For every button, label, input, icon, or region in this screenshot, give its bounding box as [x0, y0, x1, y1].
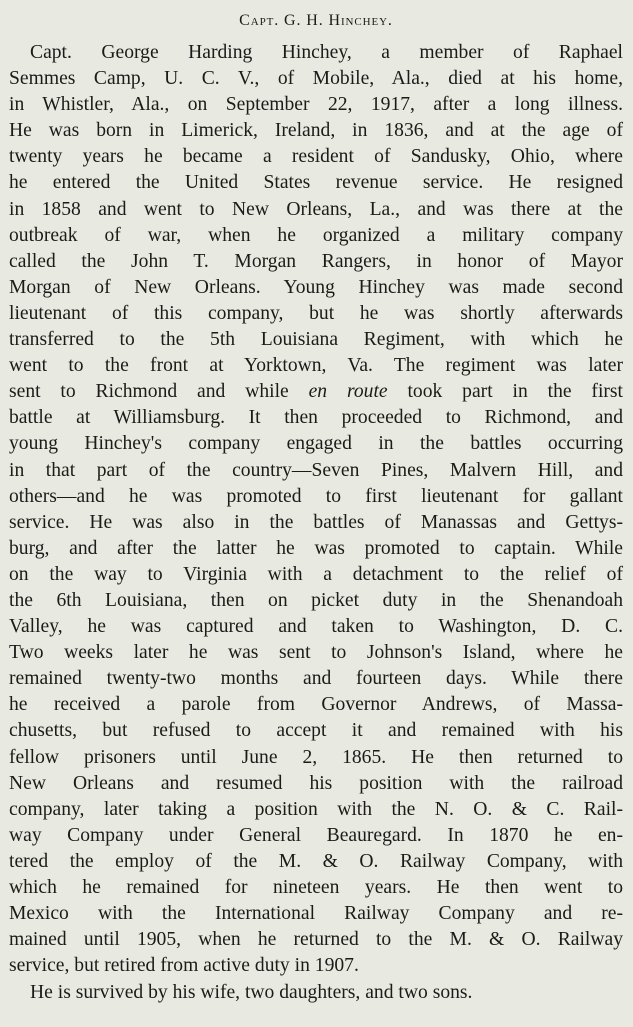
text-line: in Whistler, Ala., on September 22, 1917, after a long illness. — [9, 94, 623, 116]
text-line: tered the employ of the M. & O. Railway Company, with — [9, 850, 623, 872]
text-line: the 6th Louisiana, then on picket duty in the Shenandoah — [9, 589, 623, 611]
text-line: Semmes Camp, U. C. V., of Mobile, Ala., died at his home, — [9, 68, 623, 90]
text-line: He was born in Limerick, Ireland, in 1836, and at the age of — [9, 120, 623, 142]
text-line: called the John T. Morgan Rangers, in honor of Mayor — [9, 250, 623, 272]
text-segment: sent to Richmond and while — [9, 381, 289, 403]
text-line: New Orleans and resumed his position with the railroad — [9, 772, 623, 794]
text-line: Two weeks later he was sent to Johnson's Island, where he — [9, 642, 623, 664]
closing-paragraph: He is survived by his wife, two daughters, and two sons. — [30, 982, 473, 1004]
text-line: battle at Williamsburg. It then proceeded to Richmond, and — [9, 407, 623, 429]
text-line: on the way to Virginia with a detachment to the relief of — [9, 563, 623, 585]
text-line: he entered the United States revenue service. He resigned — [9, 172, 623, 194]
text-line: Capt. George Harding Hinchey, a member of Raphael — [30, 42, 623, 63]
text-line: way Company under General Beauregard. In 1870 he en- — [9, 824, 623, 846]
text-line: Mexico with the International Railway Company and re- — [9, 903, 623, 925]
text-line: mained until 1905, when he returned to the M. & O. Railway — [9, 929, 623, 951]
text-line: others—and he was promoted to first lieutenant for gallant — [9, 485, 623, 507]
text-line: outbreak of war, when he organized a military company — [9, 224, 623, 246]
text-line: young Hinchey's company engaged in the battles occurring — [9, 433, 623, 455]
text-line: transferred to the 5th Louisiana Regiment, with which he — [9, 329, 623, 351]
text-segment: took part in the first — [407, 381, 623, 403]
text-line: remained twenty-two months and fourteen days. While there — [9, 668, 623, 690]
text-line: Morgan of New Orleans. Young Hinchey was made second — [9, 276, 623, 298]
text-line: in 1858 and went to New Orleans, La., and was there at the — [9, 198, 623, 220]
text-line: lieutenant of this company, but he was shortly afterwards — [9, 302, 623, 324]
text-line: fellow prisoners until June 2, 1865. He then returned to — [9, 746, 623, 768]
text-line: service. He was also in the battles of Manassas and Gettys- — [9, 511, 623, 533]
text-line: which he remained for nineteen years. He then went to — [9, 877, 623, 898]
text-line: chusetts, but refused to accept it and remained with his — [9, 720, 623, 742]
text-line: company, later taking a position with the N. O. & C. Rail- — [9, 798, 623, 820]
text-line: Valley, he was captured and taken to Washington, D. C. — [9, 616, 623, 638]
page-title: Capt. G. H. Hinchey. — [239, 12, 393, 29]
text-line: went to the front at Yorktown, Va. The regiment was later — [9, 355, 623, 377]
text-line: twenty years he became a resident of Sandusky, Ohio, where — [9, 146, 623, 168]
text-line: burg, and after the latter he was promoted to captain. While — [9, 537, 623, 559]
obituary-paragraph — [9, 40, 623, 979]
text-line: he received a parole from Governor Andrews, of Massa- — [9, 694, 623, 716]
text-line: in that part of the country—Seven Pines, Malvern Hill, and — [9, 459, 623, 481]
italic-phrase: en route — [308, 381, 388, 403]
text-line — [9, 379, 623, 405]
text-line: service, but retired from active duty in 1907. — [9, 955, 359, 977]
